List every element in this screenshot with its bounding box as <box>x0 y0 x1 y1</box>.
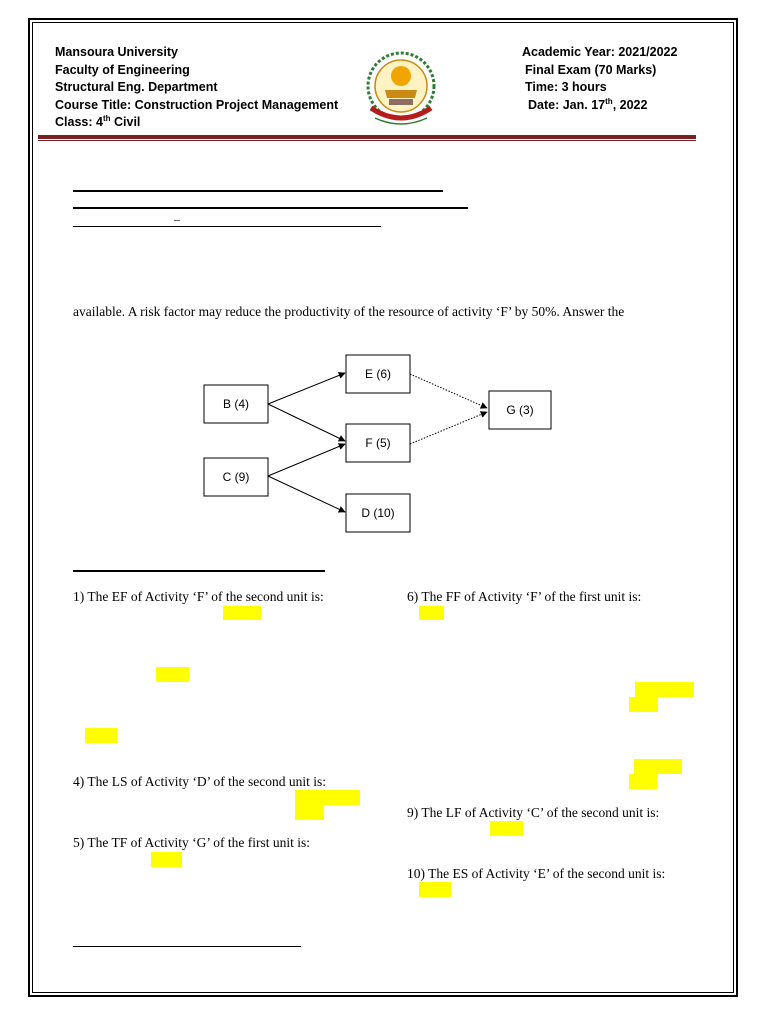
question-5: 5) The TF of Activity ‘G’ of the first unit is: <box>73 835 310 850</box>
academic-year: Academic Year: 2021/2022 <box>522 45 678 59</box>
section-line <box>73 570 325 572</box>
answer-highlight <box>156 667 189 682</box>
answer-highlight <box>490 821 523 836</box>
exam-info: Final Exam (70 Marks) <box>525 62 657 77</box>
answer-highlight <box>295 790 360 805</box>
problem-paragraph: available. A risk factor may reduce the productivity of the resource of activity ‘F’ by 50%. Answer the <box>73 304 625 319</box>
arrow-c-d <box>268 476 345 512</box>
underline-dash: _ <box>174 208 180 222</box>
answer-highlight <box>629 774 657 789</box>
answer-highlight <box>295 805 324 820</box>
node-b <box>204 385 268 423</box>
answer-highlight <box>223 606 261 620</box>
answer-highlight <box>634 759 682 774</box>
node-g-label: G (3) <box>506 403 534 417</box>
exam-date: Date: Jan. 17th, 2022 <box>528 96 648 112</box>
department-name: Structural Eng. Department <box>55 80 218 94</box>
node-d <box>346 494 410 532</box>
university-name: Mansoura University <box>55 45 178 59</box>
class-line: Class: 4th Civil <box>55 113 141 129</box>
node-e <box>346 355 410 393</box>
answer-highlight <box>419 606 444 620</box>
node-f-label: F (5) <box>365 436 391 450</box>
faculty-name: Faculty of Engineering <box>55 62 190 77</box>
answer-highlight <box>629 697 658 712</box>
node-d-label: D (10) <box>361 506 395 520</box>
arrow-b-f <box>268 404 345 441</box>
arrow-f-g <box>410 412 487 444</box>
node-f <box>346 424 410 462</box>
footer-line <box>73 946 301 947</box>
arrow-b-e <box>268 373 345 404</box>
node-b-label: B (4) <box>222 397 250 411</box>
course-title: Course Title: Construction Project Management <box>55 97 339 112</box>
question-1: 1) The EF of Activity ‘F’ of the second unit is: <box>73 589 324 604</box>
answer-highlight <box>151 852 182 867</box>
answer-highlight <box>419 882 451 897</box>
answer-highlight <box>85 728 117 743</box>
node-g <box>489 391 551 429</box>
node-e-label: E (6) <box>364 367 392 381</box>
question-10: 10) The ES of Activity ‘E’ of the second unit is: <box>407 866 666 881</box>
arrow-c-f <box>268 444 345 476</box>
node-c-label: C (9) <box>222 470 250 484</box>
question-6: 6) The FF of Activity ‘F’ of the first unit is: <box>407 589 642 604</box>
arrow-e-g <box>410 374 487 408</box>
node-c <box>204 458 268 496</box>
question-4: 4) The LS of Activity ‘D’ of the second unit is: <box>73 774 326 789</box>
exam-time: Time: 3 hours <box>525 80 607 94</box>
answer-highlight <box>635 682 694 697</box>
question-9: 9) The LF of Activity ‘C’ of the second unit is: <box>407 805 660 820</box>
